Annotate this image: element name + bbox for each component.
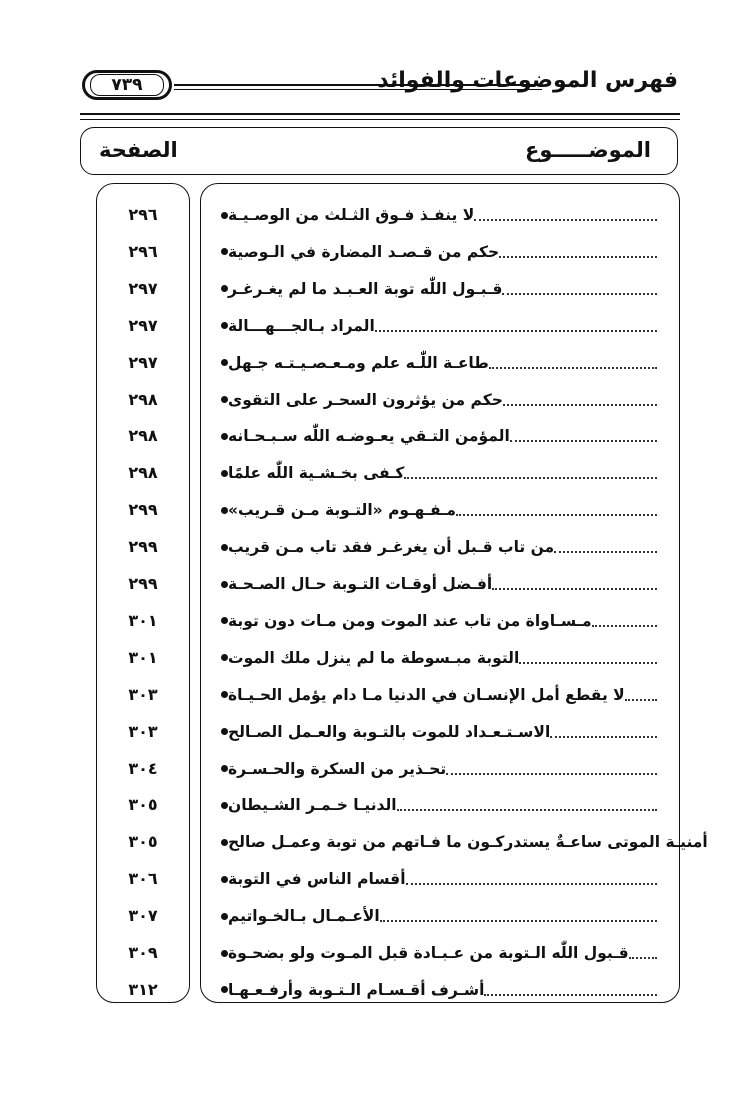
dot-leader	[406, 883, 657, 885]
toc-entry	[201, 827, 708, 857]
pages-box	[96, 183, 190, 1003]
bullet-icon	[221, 654, 228, 661]
toc-entry-title: قـبـول اللّٰه توبة العـبـد ما لم يغـرغـر	[228, 279, 503, 298]
dot-leader	[629, 957, 657, 959]
toc-entry	[201, 274, 679, 304]
toc-entry-title: لا يقطع أمل الإنسـان في الدنيا مـا دام يؤمل الحـيـاة	[228, 685, 625, 704]
toc-entry-page: ٣٠٧	[128, 906, 158, 926]
bullet-icon	[221, 986, 228, 993]
toc-entry	[201, 754, 679, 784]
dot-leader	[492, 588, 657, 590]
bullet-icon	[221, 544, 228, 551]
dot-leader	[554, 551, 657, 553]
page-number: ٧٣٩	[90, 74, 164, 96]
page-number-badge	[82, 70, 172, 100]
column-header	[80, 127, 678, 175]
bullet-icon	[221, 839, 228, 846]
toc-entry	[201, 348, 679, 378]
topic-column-label: الموضـــــوع	[524, 138, 651, 162]
toc-entry	[201, 606, 679, 636]
toc-entry-page: ٢٩٨	[128, 463, 158, 483]
bullet-icon	[221, 470, 228, 477]
bullet-icon	[221, 950, 228, 957]
dot-leader	[375, 330, 657, 332]
toc-entry	[201, 532, 679, 562]
toc-entry-page: ٣٠٣	[128, 684, 158, 704]
dot-leader	[550, 736, 657, 738]
toc-entry-page: ٢٩٨	[128, 426, 158, 446]
bullet-icon	[221, 507, 228, 514]
toc-entry-page: ٢٩٦	[128, 205, 158, 224]
bullet-icon	[221, 691, 228, 698]
bullet-icon	[221, 913, 228, 920]
toc-entry	[201, 237, 679, 267]
toc-entry	[201, 421, 679, 451]
toc-entry-title: كـفى بخـشـية اللّٰه علمًا	[228, 464, 405, 483]
bullet-icon	[221, 728, 228, 735]
dot-leader	[446, 773, 657, 775]
toc-entry	[201, 643, 679, 673]
toc-entry-title: طاعـة اللّٰـه علم ومـعـصـيـتـه جـهل	[228, 353, 489, 372]
toc-entry-page: ٢٩٩	[128, 537, 158, 557]
page-column-label: الصفحة	[99, 138, 178, 162]
bullet-icon	[221, 322, 228, 329]
toc-entry-page: ٣٠١	[128, 647, 158, 667]
toc-entry-page: ٣٠٦	[128, 869, 158, 889]
toc-entry	[201, 569, 679, 599]
toc-entry-title: الأعـمـال بـالخـواتيم	[228, 907, 380, 926]
toc-entry-page: ٣٠٩	[128, 943, 158, 962]
running-title: فهرس الموضوعات والفوائد	[377, 68, 678, 93]
toc-entry-title: أقسام الناس في التوبة	[228, 870, 406, 889]
toc-entry	[201, 790, 679, 820]
bullet-icon	[221, 359, 228, 366]
bullet-icon	[221, 212, 228, 219]
toc-entry-title: أفـضل أوقـات التـوبة حـال الصـحـة	[228, 575, 493, 593]
toc-entry	[201, 385, 679, 415]
toc-entry	[201, 717, 679, 747]
dot-leader	[503, 404, 657, 406]
toc-entry-page: ٢٩٨	[128, 389, 158, 409]
dot-leader	[592, 625, 657, 627]
dot-leader	[489, 367, 657, 369]
top-double-rule	[80, 113, 680, 124]
dot-leader	[499, 256, 657, 258]
toc-entry-page: ٢٩٩	[128, 574, 158, 593]
toc-entry-page: ٣٠١	[128, 610, 158, 630]
toc-entry-title: قـبول اللّٰه الـتوبة من عـبـادة قبل المـوت ولو بضحـوة	[228, 944, 629, 962]
toc-entry-title: مـفـهـوم «التـوبة مـن قـريب»	[228, 501, 457, 520]
dot-leader	[404, 477, 657, 479]
dot-leader	[519, 662, 657, 664]
page-header	[82, 68, 678, 108]
toc-entry-page: ٢٩٩	[128, 500, 158, 520]
toc-entry-title: أمنيـة الموتى ساعـةٌ يستدركـون ما فـاتهم من توبة وعمـل صالح	[228, 833, 708, 852]
toc-entry-title: حكم من قـصـد المضارة في الـوصية	[228, 242, 500, 261]
bullet-icon	[221, 285, 228, 292]
toc-entry-page: ٣٠٤	[128, 758, 158, 778]
toc-entry-title: التوبة مبـسوطة ما لم ينزل ملك الموت	[228, 648, 520, 667]
toc-entry-title: الدنيـا خـمـر الشـيطان	[228, 796, 397, 815]
toc-entry	[201, 864, 679, 894]
toc-entry-title: تحـذير من السكرة والحـسـرة	[228, 759, 447, 778]
dot-leader	[474, 219, 657, 221]
toc-entry	[201, 200, 679, 230]
toc-entry	[201, 495, 679, 525]
dot-leader	[380, 920, 657, 922]
toc-entry-title: الاسـتـعـداد للموت بالتـوبة والعـمل الصـالح	[228, 722, 551, 741]
bullet-icon	[221, 581, 228, 588]
toc-entry	[201, 458, 679, 488]
toc-entry-page: ٣٠٥	[128, 795, 158, 815]
bullet-icon	[221, 802, 228, 809]
toc-entry	[201, 938, 679, 968]
toc-entry-page: ٣٠٥	[128, 832, 158, 852]
toc-entry-title: لا ينفـذ فـوق الثـلث من الوصـيـة	[228, 206, 475, 224]
toc-entry	[201, 901, 679, 931]
dot-leader	[625, 699, 657, 701]
dot-leader	[502, 293, 657, 295]
dot-leader	[484, 994, 657, 996]
toc-entry-title: من تاب قـبل أن يغرغـر فقد تاب مـن قريب	[228, 538, 555, 557]
toc-entry-page: ٢٩٧	[128, 278, 158, 298]
toc-entry-page: ٢٩٧	[128, 315, 158, 335]
toc-entry-title: أشـرف أقـسـام الـتـوبة وأرفـعـهـا	[228, 980, 485, 999]
topics-box	[200, 183, 708, 1003]
bullet-icon	[221, 433, 228, 440]
bullet-icon	[221, 396, 228, 403]
toc-entry-title: المراد بـالجـــهـــالة	[228, 316, 375, 335]
bullet-icon	[221, 617, 228, 624]
toc-entry	[201, 680, 679, 710]
bullet-icon	[221, 876, 228, 883]
toc-entry-page: ٢٩٧	[128, 352, 158, 372]
toc-entry-title: المؤمن التـقي يعـوضـه اللّٰه سـبـحـانه	[228, 427, 510, 446]
dot-leader	[456, 514, 657, 516]
bullet-icon	[221, 248, 228, 255]
dot-leader	[397, 809, 657, 811]
toc-entry-title: مـسـاواة من تاب عند الموت ومن مـات دون توبة	[228, 611, 592, 630]
toc-entry	[201, 311, 679, 341]
toc-entry-title: حكم من يؤثرون السحـر على التقوى	[228, 390, 503, 409]
bullet-icon	[221, 765, 228, 772]
toc-entry-page: ٢٩٦	[128, 241, 158, 261]
toc-entry-page: ٣٠٣	[128, 721, 158, 741]
toc-entry	[201, 975, 679, 1005]
toc-entry-page: ٣١٢	[128, 979, 158, 999]
dot-leader	[510, 440, 657, 442]
